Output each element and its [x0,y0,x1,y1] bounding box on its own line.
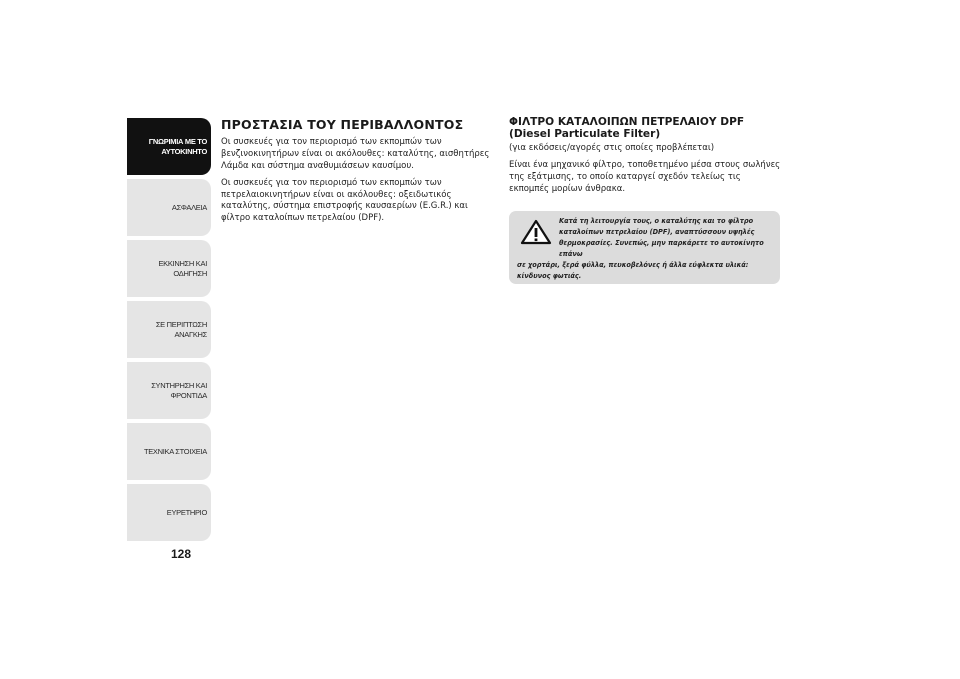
dpf-subtitle: (για εκδόσεις/αγορές στις οποίες προβλέπεται) [509,142,715,153]
tab-label: ΣΕ ΠΕΡΙΠΤΩΣΗ ΑΝΑΓΚΗΣ [155,320,207,339]
warning-box [509,211,780,284]
tab-label: ΕΚΚΙΝΗΣΗ ΚΑΙ ΟΔΗΓΗΣΗ [158,259,207,278]
tab-chapter-3[interactable] [127,240,211,297]
tab-chapter-7[interactable] [127,484,211,541]
tab-chapter-4[interactable] [127,301,211,358]
dpf-heading [509,117,781,141]
section-heading: ΠΡΟΣΤΑΣΙΑ ΤΟΥ ΠΕΡΙΒΑΛΛΟΝΤΟΣ [221,117,464,132]
tab-chapter-6[interactable] [127,423,211,480]
tab-label: ΓΝΩΡΙΜΙΑ ΜΕ ΤΟ ΑΥΤΟΚΙΝΗΤΟ [148,137,207,156]
tab-chapter-1[interactable] [127,118,211,175]
paragraph-petrol: Οι συσκευές για τον περιορισμό των εκπομπών των βενζινοκινητήρων είναι οι ακόλουθες: καταλύτης, αισθητήρες Λάμδα και σύστημα αναθυμιάσεων καυσίμου. [221,137,490,171]
page-number: 128 [171,547,192,561]
tab-chapter-5[interactable] [127,362,211,419]
environment-section [221,117,493,230]
dpf-heading-line2: (Diesel Particulate Filter) [509,127,661,140]
chapter-sidebar [127,118,211,545]
tab-label: ΑΣΦΑΛΕΙΑ [171,202,207,212]
tab-chapter-2[interactable] [127,179,211,236]
paragraph-diesel: Οι συσκευές για τον περιορισμό των εκπομπών των πετρελαιοκινητήρων είναι οι ακόλουθες: οξειδωτικός καταλύτης, σύστημα επιστροφής καυσαερίων (E.G.R.) και φίλτρο καταλοίπων πετρελαίου (DPF). [221,177,468,224]
dpf-paragraph: Είναι ένα μηχανικό φίλτρο, τοποθετημένο μέσα στους σωλήνες της εξάτμισης, το οποίο καταργεί σχεδόν τελείως τις εκπομπές μορίων άνθρακα. [509,159,781,194]
warning-text [517,216,770,282]
tab-label: ΕΥΡΕΤΗΡΙΟ [166,507,207,517]
tab-label: ΤΕΧΝΙΚΑ ΣΤΟΙΧΕΙΑ [143,446,207,456]
dpf-heading-line1: ΦΙΛΤΡΟ ΚΑΤΑΛΟΙΠΩΝ ΠΕΤΡΕΛΑΙΟΥ DPF [509,116,745,128]
warning-intro: Κατά τη λειτουργία τους, ο καταλύτης και το φίλτρο καταλοίπων πετρελαίου (DPF), αναπτύσσουν υψηλές θερμοκρασίες. Συνεπώς, μην παρκάρετε το αυτοκίνητο επάνω [559,216,764,258]
warning-rest: σε χορτάρι, ξερά φύλλα, πευκοβελόνες ή άλλα εύφλεκτα υλικά: κίνδυνος φωτιάς. [517,259,749,280]
dpf-section [509,117,781,200]
tab-label: ΣΥΝΤΗΡΗΣΗ ΚΑΙ ΦΡΟΝΤΙΔΑ [151,381,207,400]
